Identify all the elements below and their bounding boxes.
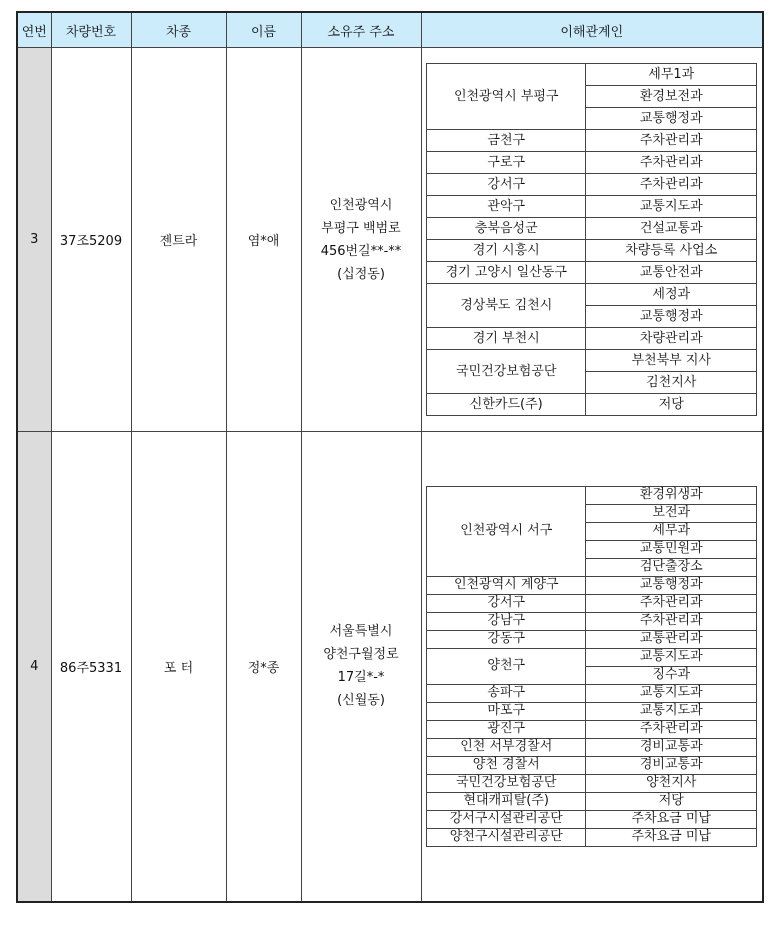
party-dept: 교통지도과 — [586, 648, 757, 666]
party-dept: 교통행정과 — [586, 108, 757, 130]
party-org: 광진구 — [427, 720, 586, 738]
address-line: 인천광역시 — [329, 197, 393, 213]
header-model: 차종 — [131, 12, 226, 48]
header-parties: 이해관계인 — [421, 12, 763, 48]
party-dept: 주차관리과 — [586, 612, 757, 630]
party-row — [427, 774, 757, 792]
model-cell: 젠트라 — [131, 48, 226, 432]
party-dept: 교통지도과 — [586, 702, 757, 720]
party-org: 강서구시설관리공단 — [427, 810, 586, 828]
address-cell — [301, 48, 421, 432]
parties-cell — [421, 48, 763, 432]
header-row — [17, 12, 763, 48]
party-dept: 주차관리과 — [586, 594, 757, 612]
party-org: 국민건강보험공단 — [427, 774, 586, 792]
address-cell — [301, 432, 421, 902]
party-org: 강동구 — [427, 630, 586, 648]
model-cell: 포 터 — [131, 432, 226, 902]
address-line: 양천구월정로 — [323, 647, 399, 663]
party-org: 경기 시흥시 — [427, 240, 586, 262]
party-row — [427, 152, 757, 174]
party-org: 양천구시설관리공단 — [427, 828, 586, 846]
party-row — [427, 218, 757, 240]
party-row — [427, 284, 757, 306]
party-dept: 주차관리과 — [586, 720, 757, 738]
party-dept: 세무과 — [586, 522, 757, 540]
party-org: 송파구 — [427, 684, 586, 702]
party-dept: 주차관리과 — [586, 174, 757, 196]
party-dept: 차량관리과 — [586, 328, 757, 350]
party-dept: 주차요금 미납 — [586, 810, 757, 828]
owner-name-cell: 염*애 — [226, 48, 301, 432]
party-row — [427, 630, 757, 648]
party-row — [427, 130, 757, 152]
owner-name-cell: 정*종 — [226, 432, 301, 902]
party-row — [427, 828, 757, 846]
party-dept: 경비교통과 — [586, 756, 757, 774]
party-dept: 교통관리과 — [586, 630, 757, 648]
party-dept: 교통안전과 — [586, 262, 757, 284]
party-row — [427, 394, 757, 416]
party-dept: 환경위생과 — [586, 486, 757, 504]
party-dept: 경비교통과 — [586, 738, 757, 756]
party-row — [427, 240, 757, 262]
party-org: 경상북도 김천시 — [427, 284, 586, 328]
party-row — [427, 174, 757, 196]
party-dept: 교통민원과 — [586, 540, 757, 558]
plate-cell: 86주5331 — [51, 432, 131, 902]
party-dept: 세정과 — [586, 284, 757, 306]
seq-cell: 4 — [17, 432, 51, 902]
party-row — [427, 262, 757, 284]
party-row — [427, 486, 757, 504]
parties-cell — [421, 432, 763, 902]
party-dept: 교통지도과 — [586, 684, 757, 702]
party-dept: 교통행정과 — [586, 306, 757, 328]
party-row — [427, 196, 757, 218]
party-dept: 교통행정과 — [586, 576, 757, 594]
header-plate: 차량번호 — [51, 12, 131, 48]
header-name: 이름 — [226, 12, 301, 48]
party-dept: 부천북부 지사 — [586, 350, 757, 372]
vehicle-table — [16, 11, 764, 903]
party-org: 관악구 — [427, 196, 586, 218]
plate-cell: 37조5209 — [51, 48, 131, 432]
party-org: 신한카드(주) — [427, 394, 586, 416]
address-line: 부평구 백범로 — [321, 220, 401, 236]
party-dept: 징수과 — [586, 666, 757, 684]
address-line: 456번길**-** — [320, 243, 402, 259]
party-org: 인천광역시 부평구 — [427, 64, 586, 130]
party-row — [427, 702, 757, 720]
parties-table — [426, 486, 757, 847]
party-row — [427, 756, 757, 774]
party-dept: 양천지사 — [586, 774, 757, 792]
party-org: 인천광역시 계양구 — [427, 576, 586, 594]
party-row — [427, 648, 757, 666]
party-dept: 김천지사 — [586, 372, 757, 394]
party-org: 현대캐피탈(주) — [427, 792, 586, 810]
party-dept: 주차관리과 — [586, 152, 757, 174]
party-dept: 저당 — [586, 394, 757, 416]
party-org: 경기 부천시 — [427, 328, 586, 350]
party-org: 인천광역시 서구 — [427, 486, 586, 576]
party-dept: 환경보전과 — [586, 86, 757, 108]
party-org: 국민건강보험공단 — [427, 350, 586, 394]
party-dept: 저당 — [586, 792, 757, 810]
party-dept: 주차관리과 — [586, 130, 757, 152]
header-seq: 연번 — [17, 12, 51, 48]
party-dept: 보전과 — [586, 504, 757, 522]
party-dept: 차량등록 사업소 — [586, 240, 757, 262]
party-org: 구로구 — [427, 152, 586, 174]
party-org: 마포구 — [427, 702, 586, 720]
header-address: 소유주 주소 — [301, 12, 421, 48]
party-row — [427, 792, 757, 810]
party-row — [427, 612, 757, 630]
party-row — [427, 810, 757, 828]
party-dept: 검단출장소 — [586, 558, 757, 576]
party-org: 강남구 — [427, 612, 586, 630]
party-org: 양천 경찰서 — [427, 756, 586, 774]
party-org: 금천구 — [427, 130, 586, 152]
party-row — [427, 350, 757, 372]
party-row — [427, 594, 757, 612]
party-row — [427, 576, 757, 594]
party-org: 강서구 — [427, 174, 586, 196]
address-line: (신월동) — [337, 693, 385, 709]
party-row — [427, 64, 757, 86]
address-line: (십정동) — [337, 266, 385, 282]
party-org: 충북음성군 — [427, 218, 586, 240]
address-line: 서울특별시 — [329, 624, 393, 640]
party-org: 강서구 — [427, 594, 586, 612]
party-row — [427, 738, 757, 756]
table-row — [17, 432, 763, 902]
table-row — [17, 48, 763, 432]
address-line: 17길*-* — [337, 670, 385, 686]
party-row — [427, 720, 757, 738]
parties-table — [426, 63, 757, 416]
party-org: 인천 서부경찰서 — [427, 738, 586, 756]
party-dept: 건설교통과 — [586, 218, 757, 240]
party-org: 경기 고양시 일산동구 — [427, 262, 586, 284]
seq-cell: 3 — [17, 48, 51, 432]
party-dept: 주차요금 미납 — [586, 828, 757, 846]
party-row — [427, 328, 757, 350]
party-dept: 세무1과 — [586, 64, 757, 86]
party-dept: 교통지도과 — [586, 196, 757, 218]
party-row — [427, 684, 757, 702]
party-org: 양천구 — [427, 648, 586, 684]
